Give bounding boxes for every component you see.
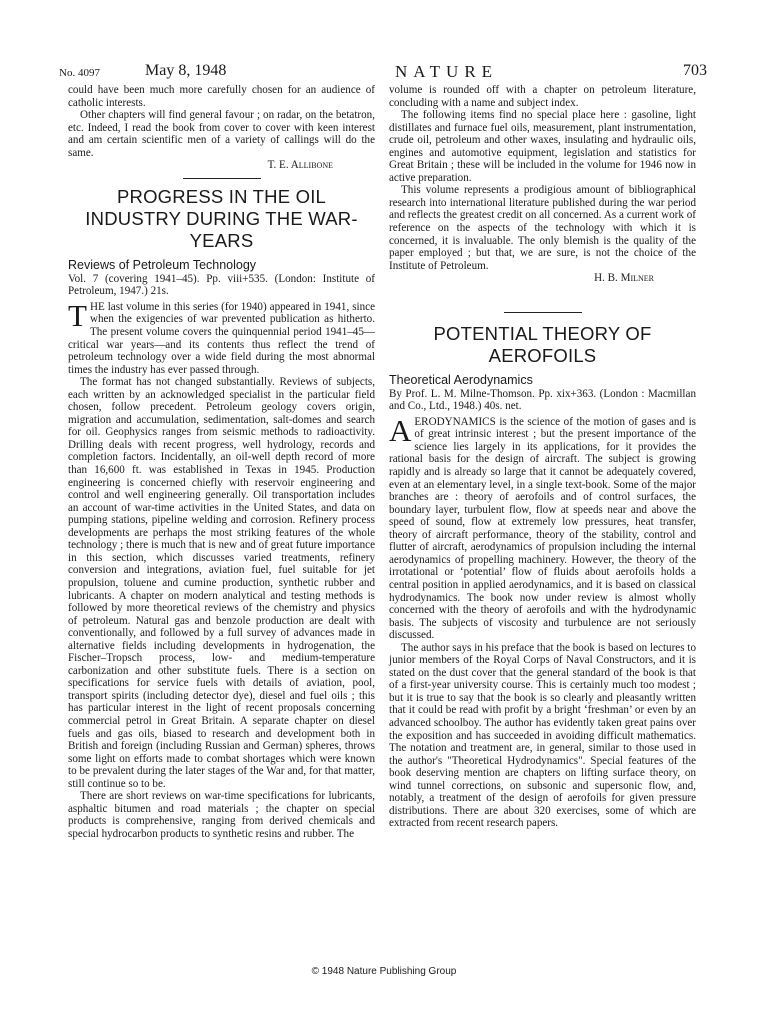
- article-paragraph: There are short reviews on war-time specifications for lubricants, asphaltic bitumen and road materials ; the chapter on special products is comprehensive, ranging from derived chemicals and special hydrocarbon products to synthetic resins and rubber. The: [68, 790, 375, 840]
- copyright-footer: © 1948 Nature Publishing Group: [311, 966, 457, 977]
- article-paragraph: The following items find no special place here : gasoline, light distillates and furnace fuel oils, measurement, plant instrumentation, crude oil, petroleum and other waxes, insulating and hydraulic oils, engines and automotive equipment, legislation and statistics for Great Britain ; these will be included in the volume for 1946 now in active preparation.: [389, 109, 696, 184]
- book-bibliographic-details: By Prof. L. M. Milne-Thomson. Pp. xix+363. (London : Macmillan and Co., Ltd., 1948.) 40s. net.: [389, 387, 696, 413]
- issue-number: No. 4097: [59, 67, 100, 79]
- drop-cap: A: [389, 412, 412, 448]
- section-divider: [504, 312, 582, 313]
- review-signature: H. B. Milner: [594, 272, 654, 285]
- page-number: 703: [683, 62, 707, 79]
- book-bibliographic-details: Vol. 7 (covering 1941–45). Pp. viii+535. (London: Institute of Petroleum, 1947.) 21s.: [68, 272, 375, 298]
- issue-date: May 8, 1948: [145, 62, 227, 79]
- page-header: [59, 62, 707, 84]
- book-title: Reviews of Petroleum Technology: [68, 257, 257, 272]
- article-paragraph: The format has not changed substantially. Reviews of subjects, each written by an acknowledged specialist in the particular field chosen, follow precedent. Petroleum geology covers origin, migration and accumulation, sedimentation, salt-domes and search for oil. Geophysics ranges from seismic methods to radioactivity. Drilling deals with recent progress, well hydrology, records and completion factors. Incidentally, an oil-well depth record of more than 16,600 ft. was established in Texas in 1945. Production engineering is concerned chiefly with reservoir engineering and control and well engineering generally. Oil transportation includes an account of war-time activities in the United States, and data on pumping stations, pipeline welding and corrosion. Refinery process developments are perhaps the most striking features of the whole technology ; there is much that is new and of great future importance in this section, which discusses varied treatments, refinery conversion and integrations, aviation fuel, fuel suitable for jet propulsion, toluene and cumine production, synthetic rubber and lubricants. A chapter on modern analytical and testing methods is followed by more theoretical reviews of the chemistry and physics of petroleum. Natural gas and benzole production are dealt with conventionally, and followed by a full survey of advances made in alternative fields including developments in hydrogenation, the Fischer–Tropsch process, low- and medium-temperature carbonization and other substitute fuels. There is a section on specifications for service fuels with details of aviation, pool, transport spirits (including detector dye), diesel and fuel oils ; this has particular interest in the light of recent proposals concerning commercial petrol in Great Britain. A separate chapter on diesel fuels and gas oils, biased to research and development both in British and foreign (including Russian and German) spheres, throws some light on efforts made to combat shortages which were known to be prevalent during the later stages of the War and, for that matter, still continue so to be.: [68, 376, 375, 790]
- book-title: Theoretical Aerodynamics: [389, 372, 533, 387]
- journal-title: NATURE: [395, 62, 499, 81]
- prev-review-signature: T. E. Allibone: [267, 159, 333, 172]
- section-divider: [183, 178, 261, 179]
- article-paragraph: This volume represents a prodigious amount of bibliographical research into international literature published during the war period and reflects the greatest credit on all concerned. As a current work of reference on the aspects of the technology with which it is concerned, it is invaluable. The only blemish is the quality of the paper employed ; but that, we are sure, is not the choice of the Institute of Petroleum.: [389, 184, 696, 272]
- left-column: [68, 84, 375, 840]
- article-title: PROGRESS IN THE OIL INDUSTRY DURING THE WAR-YEARS: [85, 185, 358, 251]
- article-paragraph: volume is rounded off with a chapter on petroleum literature, concluding with a name and subject index.: [389, 84, 696, 109]
- drop-cap: T: [68, 297, 87, 333]
- prev-review-paragraph: could have been much more carefully chosen for an audience of catholic interests.: [68, 84, 375, 109]
- article-title: POTENTIAL THEORY OF AEROFOILS: [433, 322, 652, 366]
- prev-review-paragraph: Other chapters will find general favour ; on radar, on the betatron, etc. Indeed, I read the book from cover to cover with keen interest and am certain scientific men of a variety of callings will do the same.: [68, 109, 375, 159]
- right-column: [389, 84, 696, 830]
- article-paragraph: [389, 412, 696, 642]
- article-paragraph-text: HE last volume in this series (for 1940) appeared in 1941, since when the exigencies of war prevented publication as hitherto. The present volume covers the quinquennial period 1941–45—critical war years—and its contents thus reflect the trend of petroleum technology over a wide field during the most abnormal times the industry has ever passed through.: [68, 300, 375, 376]
- article-paragraph-text: is the science of the motion of gases and is of great intrinsic interest ; but the present importance of the science lies largely in its applications, for it provides the rational basis for the design of aircraft. The subject is growing rapidly and is already so large that it cannot be adequately covered, even at an elementary level, in a single text-book. Some of the major branches are : theory of aerofoils and of control surfaces, the boundary layer, turbulent flow, flow at speeds near and above the speed of sound, flow at extremely low pressures, heat transfer, theory of aircraft performance, theory of the stability, control and flutter of aircraft, aerodynamics of propulsion including the internal aerodynamics of propelling machinery. However, the theory of the irrotational or ‘potential’ flow of fluids about aerofoils holds a central position in applied aerodynamics, and it is based on classical hydrodynamics. The book now under review is almost wholly concerned with the theory of aerofoils and with the hydrodynamic basis. The subjects of viscosity and turbulence are not seriously discussed.: [389, 415, 696, 642]
- article-paragraph: [68, 297, 375, 376]
- article-paragraph: The author says in his preface that the book is based on lectures to junior members of the Royal Corps of Naval Constructors, and it is stated on the dust cover that the general standard of the book is that of a first-year university course. This is certainly much too modest ; but it is true to say that the book is so clearly and pleasantly written that it could be read with profit by a bright ‘freshman’ or even by an advanced schoolboy. The author has evidently taken great pains over the exposition and has succeeded in avoiding difficult mathematics. The notation and treatment are, in general, similar to those used in the author's "Theoretical Hydrodynamics". Special features of the book deserving mention are chapters on lifting surface theory, on wind tunnel corrections, on subsonic and supersonic flow, and, notably, a treatment of the design of aerofoils for given pressure distributions. There are about 320 exercises, some of which are extracted from recent research papers.: [389, 641, 696, 830]
- lead-in-caps: ERODYNAMICS: [414, 415, 496, 428]
